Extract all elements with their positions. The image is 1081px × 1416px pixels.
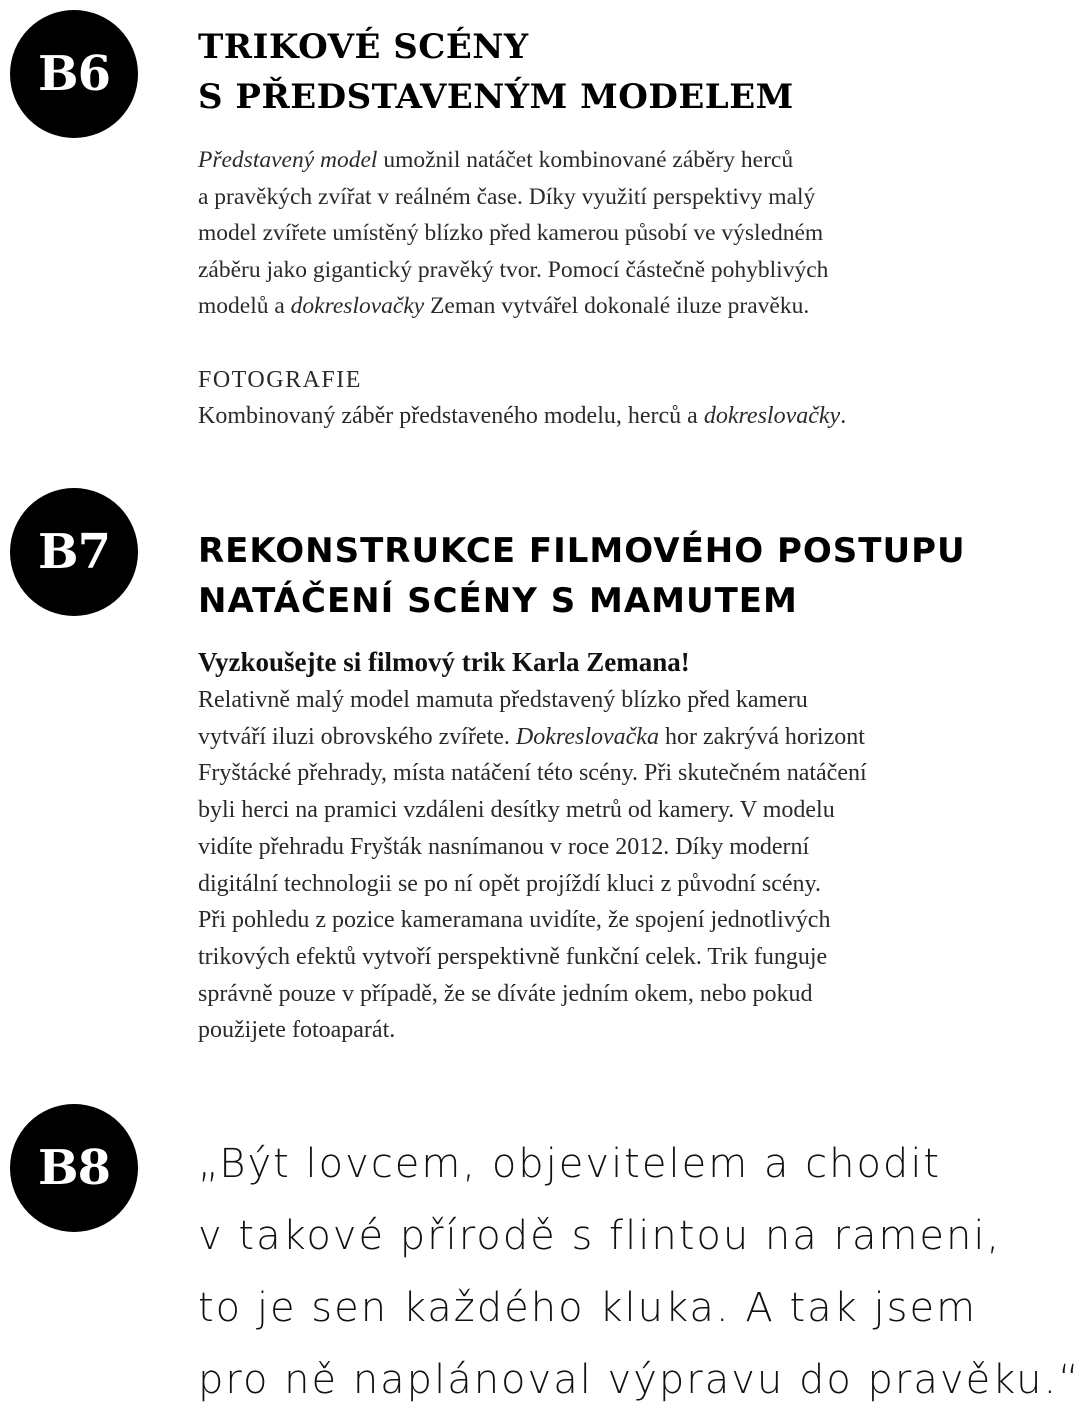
text-run: a pravěkých zvířat v reálném čase. Díky využití perspektivy malý [198, 183, 816, 210]
text-line [198, 976, 958, 1013]
text-run: . [840, 403, 847, 429]
quote-line: „Být lovcem, objevitelem a chodit [198, 1141, 942, 1187]
text-line [198, 755, 958, 792]
section-badge-b8: B8 [10, 1104, 138, 1232]
text-run: vytváří iluzi obrovského zvířete. [198, 723, 516, 750]
b6-heading [198, 22, 794, 122]
text-line [198, 939, 958, 976]
text-line [198, 866, 958, 903]
text-run: Při pohledu z pozice kameramana uvidíte, že spojení jednotlivých [198, 907, 831, 934]
b6-body-text [198, 142, 958, 325]
text-line [198, 829, 958, 866]
b6-heading-line: S PŘEDSTAVENÝM MODELEM [198, 77, 794, 117]
text-run: model zvířete umístěný blízko před kamerou působí ve výsledném [198, 220, 824, 246]
text-run: Relativně malý model mamuta představený blízko před kameru [198, 687, 808, 713]
text-run: Zeman vytvářel dokonalé iluze pravěku. [424, 293, 810, 319]
text-line [198, 288, 958, 325]
quote-line: pro ně naplánoval výpravu do pravěku.“ [198, 1357, 1081, 1403]
text-run: Fryštácké přehrady, místa natáčení této scény. Při skutečném natáčení [198, 760, 867, 787]
b7-heading-line: NATÁČENÍ SCÉNY S MAMUTEM [198, 581, 798, 621]
text-line [198, 1012, 958, 1049]
quote-line: to je sen každého kluka. A tak jsem [198, 1285, 978, 1331]
b7-body-text [198, 682, 958, 1049]
italic-term: Představený model [198, 147, 378, 173]
italic-term: Dokreslovačka [515, 723, 659, 750]
b7-subheading: Vyzkoušejte si filmový trik Karla Zemana! [198, 647, 690, 677]
text-line [198, 179, 958, 216]
text-line [198, 682, 958, 719]
quote-line: v takové přírodě s flintou na rameni, [198, 1213, 1002, 1259]
text-run: umožnil natáčet kombinované záběry herců [377, 147, 794, 173]
text-run: modelů a [198, 293, 291, 319]
text-run: digitální technologii se po ní opět projíždí kluci z původní scény. [198, 870, 821, 897]
text-run: byli herci na pramici vzdáleni desítky metrů od kamery. V modelu [198, 797, 835, 824]
text-line [198, 252, 958, 289]
italic-term: dokreslovačky [703, 403, 841, 429]
text-line [198, 719, 958, 756]
text-run: správně pouze v případě, že se díváte jedním okem, nebo pokud [198, 980, 813, 1007]
section-badge-b7: B7 [10, 488, 138, 616]
b6-caption [198, 398, 846, 434]
b6-heading-line: TRIKOVÉ SCÉNY [198, 27, 529, 67]
text-line [198, 142, 958, 179]
b7-heading [198, 526, 966, 626]
text-run: trikových efektů vytvoří perspektivně funkční celek. Trik funguje [198, 943, 828, 970]
text-line [198, 792, 958, 829]
section-badge-b6: B6 [10, 10, 138, 138]
text-run: hor zakrývá horizont [658, 723, 865, 750]
italic-term: dokreslovačky [290, 293, 425, 319]
b7-heading-line: REKONSTRUKCE FILMOVÉHO POSTUPU [198, 531, 966, 571]
text-run: vidíte přehradu Fryšták nasnímanou v roce 2012. Díky moderní [198, 833, 810, 860]
b8-quote [198, 1128, 1081, 1416]
text-run: použijete fotoaparát. [198, 1017, 396, 1044]
b6-caption-label: FOTOGRAFIE [198, 367, 362, 393]
text-line [198, 215, 958, 252]
text-line [198, 902, 958, 939]
text-run: Kombinovaný záběr představeného modelu, herců a [198, 403, 704, 429]
text-run: záběru jako gigantický pravěký tvor. Pomocí částečně pohyblivých [198, 256, 829, 283]
